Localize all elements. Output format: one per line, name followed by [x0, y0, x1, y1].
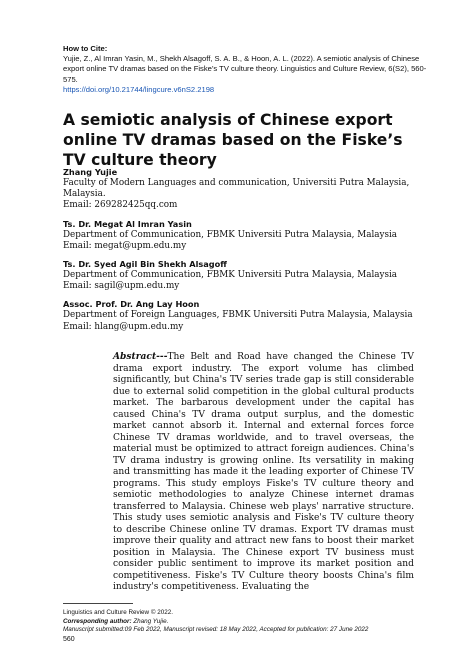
citation-text: Yujie, Z., Al Imran Yasin, M., Shekh Alsagoff, S. A. B., & Hoon, A. L. (2022). A semiotic analysis of Chinese export online TV dramas based on the Fiske’s TV culture theory. Linguistics and Culture Review, 6(S2), 560-575. [63, 54, 427, 84]
abstract-text: The Belt and Road have changed the Chinese TV drama export industry. The export volume has climbed significantly, but China's TV series trade gap is still considerable due to external solid competition in the global cultural products market. The barbarous development under the capital has caused China's TV drama output surplus, and the domestic market cannot absorb it. Internal and external forces force Chinese TV dramas worldwide, and to travel overseas, the material must be optimized to attract foreign audiences. China's TV drama industry is growing online. Its versatility in making and transmitting has made it the leading exporter of Chinese TV programs. This study employs Fiske's TV culture theory and semiotic methodologies to analyze Chinese internet dramas transferred to Malaysia. Chinese web plays' narrative structure. This study uses semiotic analysis and Fiske's TV culture theory to describe Chinese online TV dramas. Export TV dramas must improve their quality and attract new fans to boost their market position in Malaysia. The Chinese export TV business must consider public sentiment to improve its market position and competitiveness. Fiske's TV Culture theory boosts China's film industry's competitiveness. Evaluating the [113, 352, 414, 592]
journal-copyright: Linguistics and Culture Review © 2022. [63, 609, 173, 616]
manuscript-dates: Manuscript submitted:09 Feb 2022, Manuscript revised: 18 May 2022, Accepted for publication: 27 June 2022 [63, 626, 369, 633]
author-affiliation: Department of Communication, FBMK Universiti Putra Malaysia, Malaysia [63, 229, 398, 240]
corresponding-name: Zhang Yujie. [133, 617, 169, 625]
author-email: Email: 269282425qq.com [63, 200, 178, 211]
abstract [113, 351, 414, 594]
author-block [63, 219, 433, 252]
doi-link[interactable]: https://doi.org/10.21744/lingcure.v6nS2.2198 [63, 84, 215, 94]
author-name: Assoc. Prof. Dr. Ang Lay Hoon [63, 299, 200, 310]
citation-label: How to Cite [63, 44, 105, 53]
author-email: Email: hlang@upm.edu.my [63, 321, 184, 332]
author-affiliation: Malaysia. [63, 189, 106, 200]
corresponding-label: Corresponding author: [63, 617, 132, 625]
author-block [63, 167, 433, 212]
citation-block: How to Cite: Yujie, Z., Al Imran Yasin, M., Shekh Alsagoff, S. A. B., & Hoon, A. L. (2022). A semiotic analysis of Chinese export online TV dramas based on the Fiske’s TV culture theory. Linguistics and Culture Review, 6(S2), 560-575. https://doi.org/10.21744/lingcure.v6nS2.2198 [63, 44, 433, 95]
author-list [63, 167, 433, 340]
page-number: 560 [63, 636, 75, 643]
author-block [63, 299, 433, 332]
author-email: Email: sagil@upm.edu.my [63, 281, 180, 292]
footnote-divider [63, 603, 133, 604]
author-email: Email: megat@upm.edu.my [63, 240, 187, 251]
paper-title: A semiotic analysis of Chinese export online TV dramas based on the Fiske’s TV culture theory [63, 111, 403, 169]
abstract-label: Abstract--- [113, 351, 168, 362]
author-name: Ts. Dr. Megat Al Imran Yasin [63, 218, 192, 229]
author-affiliation: Department of Foreign Languages, FBMK Universiti Putra Malaysia, Malaysia [63, 310, 413, 321]
author-name: Ts. Dr. Syed Agil Bin Shekh Alsagoff [63, 259, 227, 270]
corresponding-author [63, 618, 433, 627]
author-affiliation: Faculty of Modern Languages and communication, Universiti Putra Malaysia, [63, 178, 410, 188]
author-affiliation: Department of Communication, FBMK Universiti Putra Malaysia, Malaysia [63, 270, 398, 281]
footer [63, 609, 433, 635]
author-name: Zhang Yujie [63, 167, 118, 177]
author-block [63, 259, 433, 292]
